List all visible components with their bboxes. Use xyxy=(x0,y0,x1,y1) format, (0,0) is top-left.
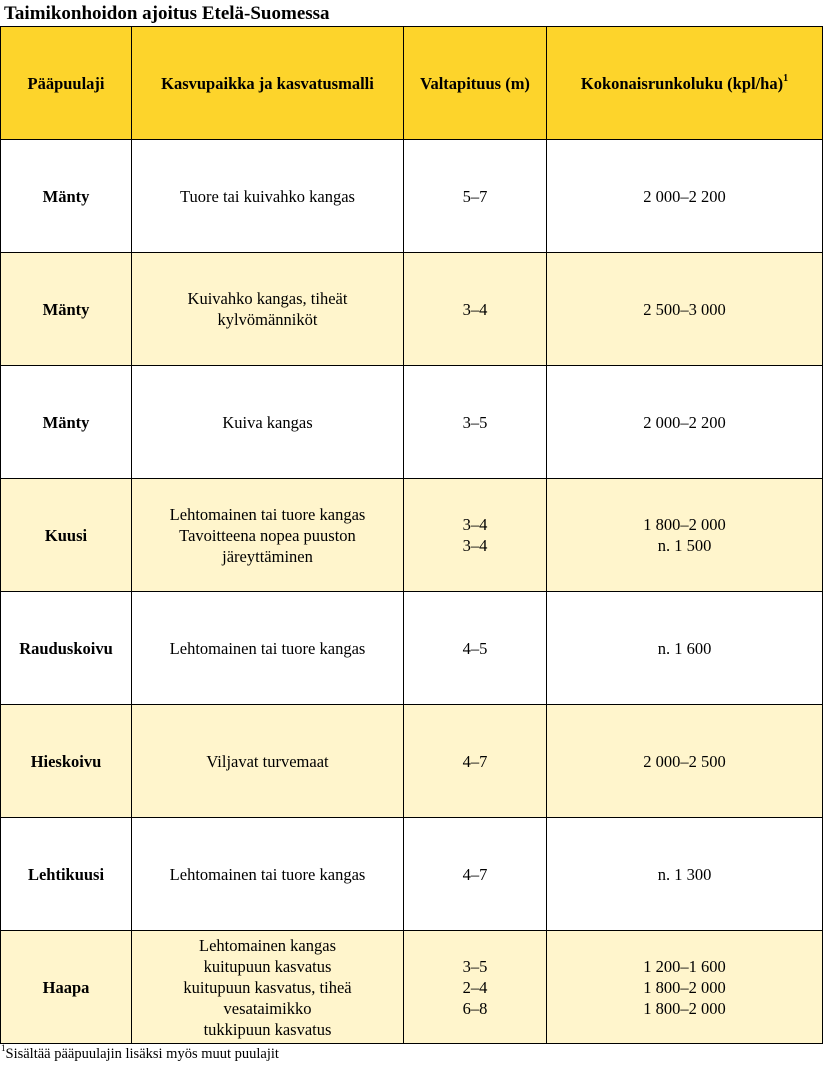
height-line: 3–4 xyxy=(462,299,488,319)
cell-height xyxy=(404,818,547,931)
document-title: Taimikonhoidon ajoitus Etelä-Suomessa xyxy=(4,3,330,24)
cell-site xyxy=(132,592,404,705)
site-line: Tavoitteena nopea puuston xyxy=(179,525,356,545)
cell-species: Mänty xyxy=(1,253,132,366)
cell-height xyxy=(404,253,547,366)
table-row xyxy=(1,592,823,705)
header-height: Valtapituus (m) xyxy=(404,27,547,140)
table-row xyxy=(1,818,823,931)
density-line: 1 200–1 600 xyxy=(643,956,726,976)
site-line: kuitupuun kasvatus, tiheä xyxy=(183,977,352,997)
site-line: vesataimikko xyxy=(223,998,312,1018)
height-line: 4–7 xyxy=(462,864,488,884)
height-line: 3–4 xyxy=(462,515,488,534)
density-line: n. 1 300 xyxy=(657,864,712,884)
density-line: n. 1 600 xyxy=(657,638,712,658)
table-row xyxy=(1,705,823,818)
cell-site xyxy=(132,140,404,253)
cell-height xyxy=(404,479,547,592)
cell-species: Hieskoivu xyxy=(1,705,132,818)
site-line: Lehtomainen tai tuore kangas xyxy=(169,864,366,884)
density-line: 2 000–2 200 xyxy=(643,412,726,432)
cell-site xyxy=(132,931,404,1044)
header-density-label: Kokonaisrunkoluku (kpl/ha) xyxy=(580,73,784,93)
cell-species: Rauduskoivu xyxy=(1,592,132,705)
table-row xyxy=(1,253,823,366)
site-line: kylvömänniköt xyxy=(217,310,318,329)
cell-species: Mänty xyxy=(1,366,132,479)
cell-height xyxy=(404,592,547,705)
density-line: 2 000–2 200 xyxy=(643,186,726,206)
cell-species: Haapa xyxy=(1,931,132,1044)
density-line: n. 1 500 xyxy=(657,536,712,555)
thinning-schedule-table xyxy=(0,26,823,1044)
density-line: 1 800–2 000 xyxy=(643,977,726,997)
site-line: Lehtomainen tai tuore kangas xyxy=(169,504,366,524)
table-body xyxy=(1,140,823,1044)
cell-density xyxy=(547,931,823,1044)
cell-density xyxy=(547,366,823,479)
cell-species: Lehtikuusi xyxy=(1,818,132,931)
cell-height xyxy=(404,140,547,253)
cell-site xyxy=(132,479,404,592)
height-line: 6–8 xyxy=(462,998,488,1018)
height-line: 5–7 xyxy=(462,186,488,206)
cell-density xyxy=(547,592,823,705)
cell-height xyxy=(404,705,547,818)
site-line: Kuiva kangas xyxy=(222,412,313,432)
header-species: Pääpuulaji xyxy=(1,27,132,140)
table-row xyxy=(1,931,823,1044)
table-row xyxy=(1,366,823,479)
cell-density xyxy=(547,253,823,366)
height-line: 4–5 xyxy=(462,638,488,658)
site-line: Lehtomainen kangas xyxy=(199,935,336,955)
cell-site xyxy=(132,253,404,366)
footnote-text: Sisältää pääpuulajin lisäksi myös muut puulajit xyxy=(5,1046,279,1062)
height-line: 4–7 xyxy=(462,751,488,771)
site-line: Lehtomainen tai tuore kangas xyxy=(169,638,366,658)
table-row xyxy=(1,479,823,592)
header-site: Kasvupaikka ja kasvatusmalli xyxy=(132,27,404,140)
site-line: tukkipuun kasvatus xyxy=(203,1019,332,1039)
header-density xyxy=(547,27,823,140)
site-line: Kuivahko kangas, tiheät xyxy=(187,289,348,308)
cell-density xyxy=(547,479,823,592)
cell-site xyxy=(132,818,404,931)
height-line: 3–5 xyxy=(462,412,488,432)
cell-density xyxy=(547,705,823,818)
site-line: kuitupuun kasvatus xyxy=(203,956,332,976)
footnote-marker: 1 xyxy=(1,1043,6,1054)
cell-site xyxy=(132,705,404,818)
height-line: 3–4 xyxy=(462,536,488,555)
footnote-marker: 1 xyxy=(783,73,789,84)
cell-species: Mänty xyxy=(1,140,132,253)
density-line: 2 500–3 000 xyxy=(643,299,726,319)
site-line: järeyttäminen xyxy=(222,546,313,566)
cell-density xyxy=(547,818,823,931)
cell-species: Kuusi xyxy=(1,479,132,592)
height-line: 2–4 xyxy=(462,977,488,997)
cell-height xyxy=(404,931,547,1044)
density-line: 1 800–2 000 xyxy=(643,515,726,534)
site-line: Tuore tai kuivahko kangas xyxy=(180,186,355,206)
table-row xyxy=(1,140,823,253)
cell-density xyxy=(547,140,823,253)
cell-height xyxy=(404,366,547,479)
density-line: 2 000–2 500 xyxy=(643,751,726,771)
table-header-row xyxy=(1,27,823,140)
height-line: 3–5 xyxy=(462,956,488,976)
density-line: 1 800–2 000 xyxy=(643,998,726,1018)
footnote xyxy=(1,1045,279,1063)
site-line: Viljavat turvemaat xyxy=(206,751,329,771)
cell-site xyxy=(132,366,404,479)
